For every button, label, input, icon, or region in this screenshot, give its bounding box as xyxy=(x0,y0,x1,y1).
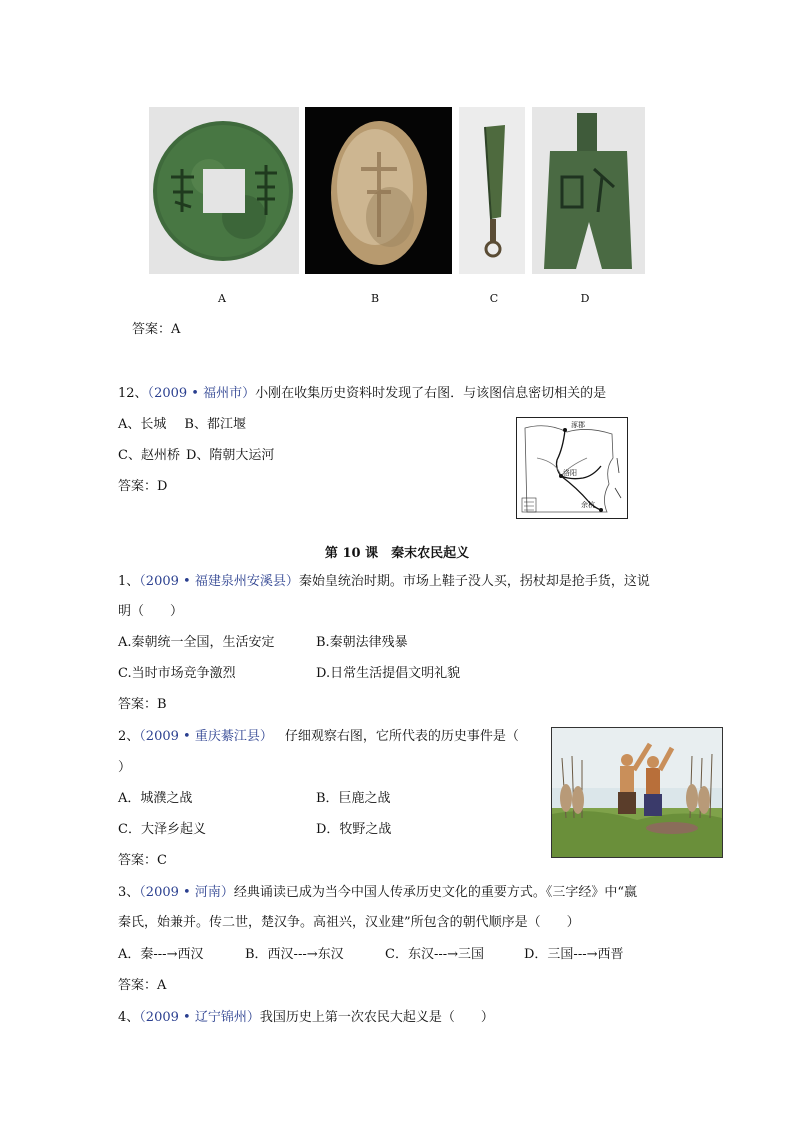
q3-option-b: B．西汉---→东汉 xyxy=(245,947,344,962)
q2-option-b: B．巨鹿之战 xyxy=(316,791,391,806)
q12-answer: 答案：D xyxy=(118,479,168,494)
q12-options-row1 xyxy=(118,416,246,434)
q2-option-a: A．城濮之战 xyxy=(118,791,193,806)
q3-text: 经典诵读已成为当今中国人传承历史文化的重要方式。《三字经》中“嬴 xyxy=(233,885,637,900)
q1-option-d: D.日常生活提倡文明礼貌 xyxy=(316,666,461,681)
q12-map-image xyxy=(516,417,628,519)
q3-stem xyxy=(118,884,637,902)
q12-num: 12、 xyxy=(118,386,148,401)
q1-src-open: （ xyxy=(139,574,146,589)
q3-src-open: （ xyxy=(139,885,146,900)
q12-text: 小刚在收集历史资料时发现了右图．与该图信息密切相关的是 xyxy=(255,386,607,401)
q4-stem xyxy=(118,1009,494,1027)
coin-label-c: C xyxy=(489,292,499,305)
q2-option-c: C．大泽乡起义 xyxy=(118,822,206,837)
coin-image-b xyxy=(305,107,452,274)
q12-option-d: D、隋朝大运河 xyxy=(185,448,275,463)
q3-option-a: A．秦---→西汉 xyxy=(118,947,204,962)
q1-option-b: B.秦朝法律残暴 xyxy=(316,635,408,650)
q2-uprising-image xyxy=(551,727,723,858)
coin-label-a: A xyxy=(218,292,226,305)
q12-source: 2009 • 福州市 xyxy=(154,386,243,401)
coin-answer: 答案：A xyxy=(132,322,181,337)
q12-src-close: ） xyxy=(242,386,256,401)
q3-option-d: D．三国---→西晋 xyxy=(524,947,624,962)
q3-answer: 答案：A xyxy=(118,978,167,993)
q2-text: 仔细观察右图，它所代表的历史事件是（ xyxy=(284,729,519,744)
q12-option-c: C、赵州桥 xyxy=(118,448,180,463)
q3-num: 3、 xyxy=(118,885,140,900)
q2-source: 2009 • 重庆綦江县 xyxy=(145,729,260,744)
q3-stem-line2: 秦氏，始兼并。传二世，楚汉争。高祖兴，汉业建”所包含的朝代顺序是（ ） xyxy=(118,915,580,930)
q4-src-close: ） xyxy=(246,1010,260,1025)
q1-num: 1、 xyxy=(118,574,140,589)
q2-src-open: （ xyxy=(139,729,146,744)
q3-source: 2009 • 河南 xyxy=(145,885,221,900)
q1-text: 秦始皇统治时期。市场上鞋子没人买，拐杖却是抢手货，这说 xyxy=(298,574,650,589)
q4-num: 4、 xyxy=(118,1010,140,1025)
lesson-title: 第 10 课 秦末农民起义 xyxy=(324,546,470,561)
q3-option-c: C．东汉---→三国 xyxy=(385,947,485,962)
coin-label-b: B xyxy=(370,292,380,305)
coin-image-c xyxy=(459,107,525,274)
q12-option-b: B、都江堰 xyxy=(184,417,246,432)
q4-source: 2009 • 辽宁锦州 xyxy=(145,1010,247,1025)
q1-stem-line2: 明（ ） xyxy=(118,604,184,619)
q12-option-a: A、长城 xyxy=(118,417,167,432)
q2-stem xyxy=(118,728,519,746)
q2-num: 2、 xyxy=(118,729,140,744)
coin-label-d: D xyxy=(580,292,590,305)
q1-option-c: C.当时市场竞争激烈 xyxy=(118,666,236,681)
q4-text: 我国历史上第一次农民大起义是（ ） xyxy=(259,1010,494,1025)
q1-option-a: A.秦朝统一全国，生活安定 xyxy=(118,635,275,650)
q2-src-close: ） xyxy=(259,729,273,744)
coin-image-a xyxy=(149,107,299,274)
map-label-zhuojun: 涿郡 xyxy=(571,421,585,429)
map-label-luoyang: 洛阳 xyxy=(563,469,577,477)
q2-stem-line2: ） xyxy=(118,760,132,775)
q1-answer: 答案：B xyxy=(118,697,167,712)
q12-src-open: （ xyxy=(147,386,155,401)
q4-src-open: （ xyxy=(139,1010,146,1025)
q1-src-close: ） xyxy=(285,574,299,589)
q1-stem xyxy=(118,573,650,591)
q12-options-row2 xyxy=(118,447,274,465)
q2-answer: 答案：C xyxy=(118,853,167,868)
q12-stem xyxy=(118,385,606,403)
q2-option-d: D．牧野之战 xyxy=(316,822,392,837)
q1-source: 2009 • 福建泉州安溪县 xyxy=(145,574,286,589)
q3-src-close: ） xyxy=(220,885,234,900)
map-label-yuhang: 余杭 xyxy=(581,501,595,509)
coin-image-d xyxy=(532,107,645,274)
